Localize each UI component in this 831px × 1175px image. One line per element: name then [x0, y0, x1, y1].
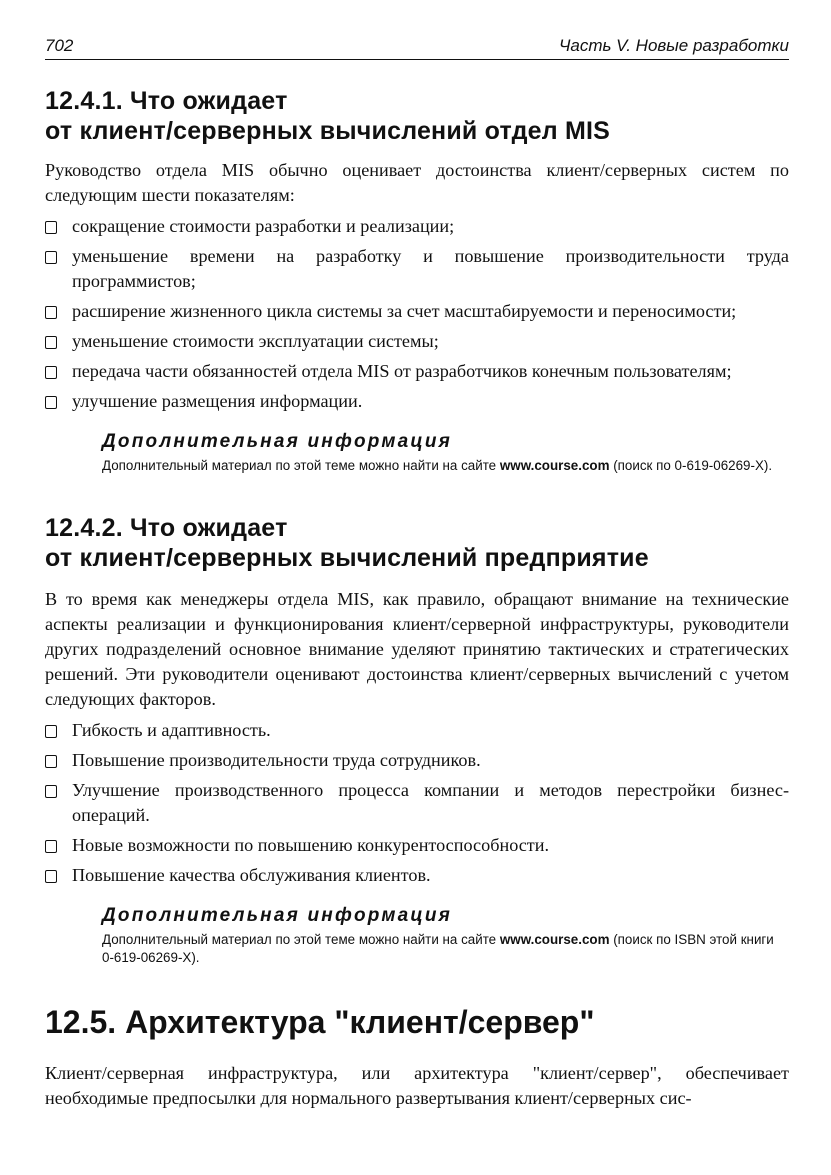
checkbox-bullet-icon — [45, 221, 57, 234]
section-heading-12-4-1: 12.4.1. Что ожидает от клиент/серверных вычислений отдел MIS — [45, 87, 611, 145]
running-header — [45, 34, 789, 60]
section-heading-12-5: 12.5. Архитектура "клиент/сервер" — [45, 1004, 595, 1040]
list-item: Повышение качества обслуживания клиентов. — [45, 863, 789, 888]
checkbox-bullet-icon — [45, 396, 57, 409]
checkbox-bullet-icon — [45, 251, 57, 264]
checkbox-bullet-icon — [45, 336, 57, 349]
list-item: Улучшение производственного процесса компании и методов перестройки бизнес-операций. — [45, 778, 789, 828]
checkbox-bullet-icon — [45, 755, 57, 768]
list-item: Повышение производительности труда сотрудников. — [45, 748, 789, 773]
list-item: расширение жизненного цикла системы за счет масштабируемости и переносимости; — [45, 299, 789, 324]
list-item: Новые возможности по повышению конкурентоспособности. — [45, 833, 789, 858]
additional-info-note — [102, 430, 789, 475]
checkbox-bullet-icon — [45, 785, 57, 798]
checkbox-bullet-icon — [45, 366, 57, 379]
list-item: передача части обязанностей отдела MIS от разработчиков конечным пользователям; — [45, 359, 789, 384]
checkbox-bullet-icon — [45, 840, 57, 853]
section-2-list — [45, 718, 789, 888]
note-title: Дополнительная информация — [102, 905, 453, 926]
book-page — [45, 34, 789, 1111]
course-link[interactable]: www.course.com — [499, 932, 610, 947]
list-item: улучшение размещения информации. — [45, 389, 789, 414]
checkbox-bullet-icon — [45, 725, 57, 738]
list-item: сокращение стоимости разработки и реализации; — [45, 214, 789, 239]
page-number: 702 — [45, 36, 74, 55]
section-2-intro: В то время как менеджеры отдела MIS, как правило, обращают внимание на технические аспекты реализации и функционирования клиент/серверной инфраструктуры, руководители других подразделений основное внимание уделяют принятию тактических и стратегических решений. Эти руководители оценивают достоинства клиент/серверных вычислений с учетом следующих факторов. — [45, 589, 789, 709]
list-item: уменьшение стоимости эксплуатации системы; — [45, 329, 789, 354]
note-text: Дополнительный материал по этой теме можно найти на сайте www.course.com (поиск по 0-619-06269-X). — [102, 458, 773, 473]
checkbox-bullet-icon — [45, 306, 57, 319]
section-1-list — [45, 214, 789, 414]
checkbox-bullet-icon — [45, 870, 57, 883]
section-3-intro: Клиент/серверная инфраструктура, или архитектура "клиент/сервер", обеспечивает необходимые предпосылки для нормального развертывания клиент/серверных сис- — [45, 1063, 789, 1108]
note-text: Дополнительный материал по этой теме можно найти на сайте www.course.com (поиск по ISBN этой книги 0-619-06269-X). — [102, 932, 774, 965]
list-item: уменьшение времени на разработку и повышение производительности труда программистов; — [45, 244, 789, 294]
note-title: Дополнительная информация — [102, 431, 453, 452]
course-link[interactable]: www.course.com — [499, 458, 610, 473]
additional-info-note — [102, 904, 789, 967]
section-heading-12-4-2: 12.4.2. Что ожидает от клиент/серверных вычислений предприятие — [45, 514, 649, 572]
part-title: Часть V. Новые разработки — [558, 36, 789, 55]
list-item: Гибкость и адаптивность. — [45, 718, 789, 743]
section-1-intro: Руководство отдела MIS обычно оценивает достоинства клиент/серверных систем по следующим шести показателям: — [45, 160, 789, 205]
